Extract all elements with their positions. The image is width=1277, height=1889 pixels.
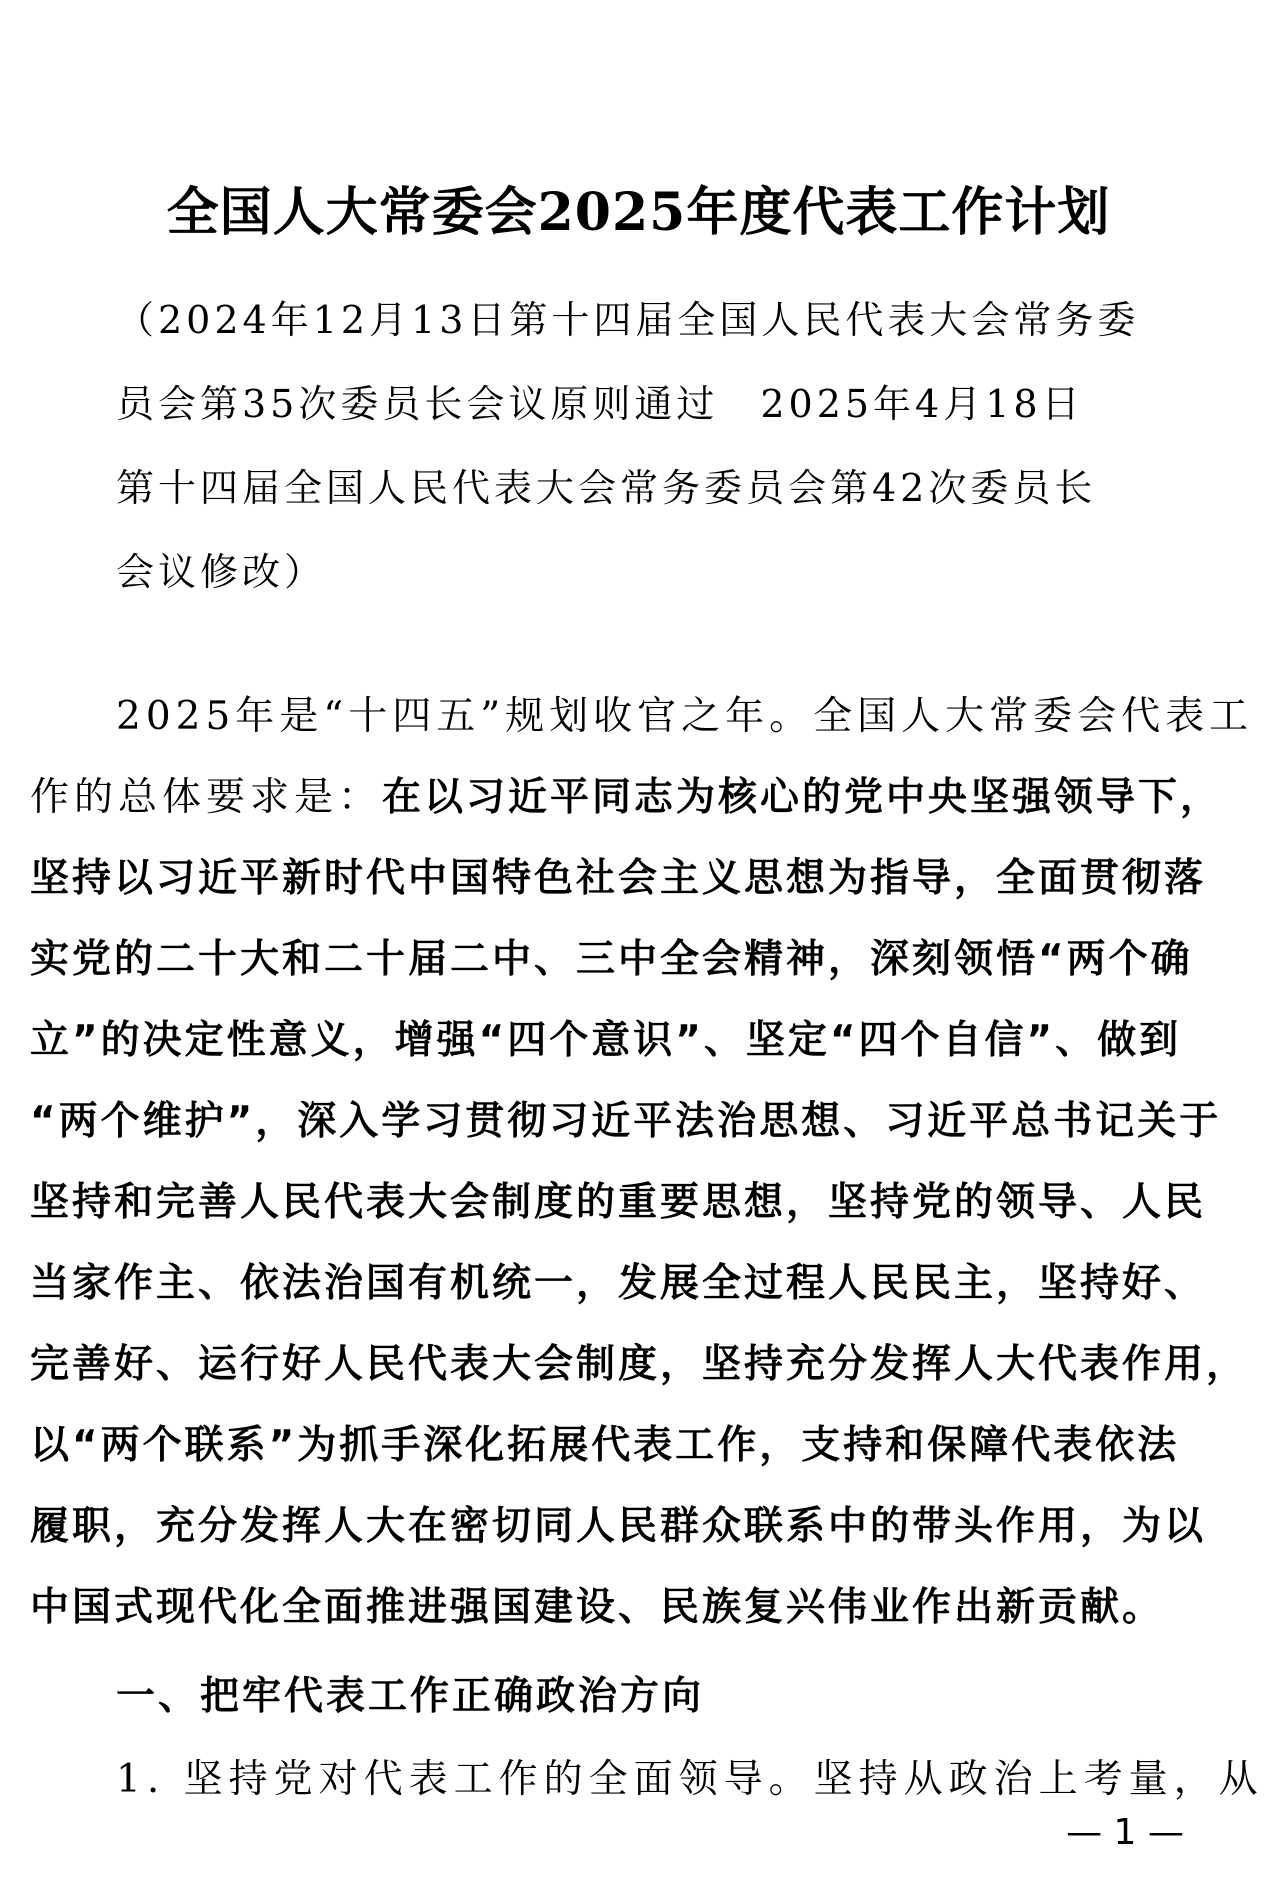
- paragraph-bold-line: 以“两个联系”为抓手深化拓展代表工作，支持和保障代表依法: [30, 1423, 1180, 1468]
- paragraph-bold-line: 坚持和完善人民代表大会制度的重要思想，坚持党的领导、人民: [30, 1180, 1207, 1225]
- paragraph-bold-line: “两个维护”，深入学习贯彻习近平法治思想、习近平总书记关于: [30, 1099, 1222, 1144]
- paragraph-bold-line: 立”的决定性意义，增强“四个意识”、坚定“四个自信”、做到: [30, 1018, 1182, 1063]
- subtitle-line: 员会第35次委员长会议原则通过 2025年4月18日: [116, 382, 1084, 426]
- document-title: 全国人大常委会2025年度代表工作计划: [166, 182, 1111, 243]
- paragraph-bold-line: 当家作主、依法治国有机统一，发展全过程人民民主，坚持好、: [30, 1261, 1207, 1306]
- paragraph-bold-line: 履职，充分发挥人大在密切同人民群众联系中的带头作用，为以: [30, 1504, 1207, 1549]
- subtitle-line: 第十四届全国人民代表大会常务委员会第42次委员长: [116, 466, 1097, 510]
- section-heading: 一、把牢代表工作正确政治方向: [116, 1674, 705, 1719]
- list-item-1: 1. 坚持党对代表工作的全面领导。坚持从政治上考量，从: [116, 1757, 1264, 1802]
- subtitle-line: （2024年12月13日第十四届全国人民代表大会常务委: [116, 298, 1140, 342]
- subtitle-line: 会议修改）: [116, 550, 327, 594]
- paragraph-bold-line: 坚持以习近平新时代中国特色社会主义思想为指导，全面贯彻落: [30, 856, 1207, 901]
- page-number: — 1 —: [1066, 1812, 1184, 1853]
- intro-paragraph: [30, 676, 1255, 1648]
- paragraph-text: 作的总体要求是：: [30, 775, 383, 820]
- paragraph-line: [30, 757, 1255, 838]
- paragraph-bold-line: 实党的二十大和二十届二中、三中全会精神，深刻领悟“两个确: [30, 937, 1193, 982]
- paragraph-line: 2025年是“十四五”规划收官之年。全国人大常委会代表工: [116, 694, 1254, 739]
- document-subtitle: [116, 278, 1166, 614]
- paragraph-bold-line: 中国式现代化全面推进强国建设、民族复兴伟业作出新贡献。: [30, 1585, 1165, 1630]
- paragraph-bold-text: 在以习近平同志为核心的党中央坚强领导下，: [382, 775, 1223, 820]
- paragraph-bold-line: 完善好、运行好人民代表大会制度，坚持充分发挥人大代表作用，: [30, 1342, 1249, 1387]
